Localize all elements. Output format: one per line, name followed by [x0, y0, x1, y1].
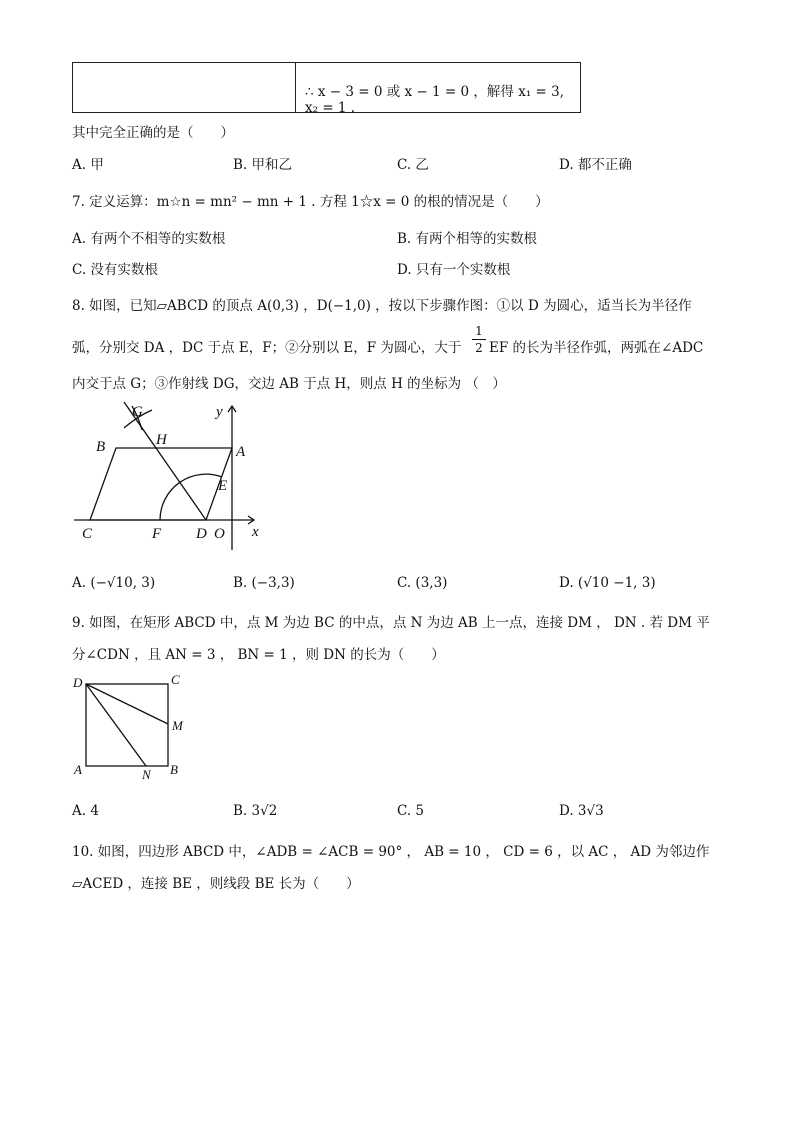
label-n: N [142, 767, 151, 782]
q9-option-c: C. 5 [397, 803, 425, 819]
q9-line2: 分∠CDN ，且 AN = 3 ， BN = 1 ，则 DN 的长为（ ） [72, 647, 445, 663]
label-f: F [152, 526, 162, 542]
q7-option-a: A. 有两个不相等的实数根 [72, 231, 226, 247]
label-b: B [170, 762, 178, 777]
segment-dn [86, 684, 146, 766]
q8-option-d: D. (√10 −1, 3) [559, 575, 656, 591]
q6-option-d: D. 都不正确 [559, 157, 632, 173]
fraction-numerator: 1 [475, 324, 483, 338]
label-y: y [216, 404, 223, 420]
q9-figure [70, 672, 200, 784]
q9-option-b: B. 3√2 [233, 803, 278, 819]
q9-line1: 9. 如图，在矩形 ABCD 中，点 M 为边 BC 的中点，点 N 为边 AB 上一点，连接 DM ， DN . 若 DM 平 [72, 615, 710, 631]
fraction-bar [472, 339, 486, 340]
label-d: D [73, 675, 83, 690]
q8-line2-b: EF 的长为半径作弧，两弧在∠ADC [489, 340, 704, 356]
segment-dm [86, 684, 168, 724]
q8-option-a: A. (−√10, 3) [72, 575, 156, 591]
q6-stem: 其中完全正确的是（ ） [72, 125, 234, 141]
q8-line2-a: 弧，分别交 DA ，DC 于点 E，F；②分别以 E，F 为圆心，大于 [72, 340, 462, 356]
table-right-cell: ∴ x − 3 = 0 或 x − 1 = 0 ，解得 x₁ = 3, x₂ = 1 . [305, 84, 565, 116]
q10-line2: ▱ACED ，连接 BE ，则线段 BE 长为（ ） [72, 876, 360, 892]
label-c: C [171, 672, 180, 687]
label-b: B [96, 439, 106, 455]
q6-option-a: A. 甲 [72, 157, 104, 173]
answer-table [72, 62, 581, 116]
q7-option-b: B. 有两个相等的实数根 [397, 231, 538, 247]
label-a: A [74, 762, 82, 777]
label-h: H [156, 432, 167, 448]
label-x: x [252, 524, 259, 540]
q8-option-b: B. (−3,3) [233, 575, 295, 591]
q8-fraction [472, 324, 486, 355]
q6-option-b: B. 甲和乙 [233, 157, 293, 173]
label-c: C [82, 526, 93, 542]
rectangle-abcd [86, 684, 168, 766]
q7-option-c: C. 没有实数根 [72, 262, 158, 278]
label-a: A [236, 444, 246, 460]
fraction-denominator: 2 [475, 341, 483, 355]
q8-line1: 8. 如图，已知▱ABCD 的顶点 A(0,3) ，D(−1,0) ，按以下步骤作图：①以 D 为圆心，适当长为半径作 [72, 298, 692, 314]
q8-option-c: C. (3,3) [397, 575, 448, 591]
label-m: M [172, 718, 183, 733]
label-d: D [196, 526, 207, 542]
q10-line1: 10. 如图，四边形 ABCD 中，∠ADB = ∠ACB = 90° ， AB = 10 ， CD = 6 ，以 AC ， AD 为邻边作 [72, 844, 710, 860]
label-e: E [218, 478, 228, 494]
table-divider [295, 63, 296, 112]
q7-option-d: D. 只有一个实数根 [397, 262, 511, 278]
q9-option-a: A. 4 [72, 803, 99, 819]
q9-option-d: D. 3√3 [559, 803, 604, 819]
q8-line3: 内交于点 G；③作射线 DG，交边 AB 于点 H，则点 H 的坐标为 （ ） [72, 376, 506, 392]
q7-stem: 7. 定义运算：m☆n = mn² − mn + 1 . 方程 1☆x = 0 的根的情况是（ ） [72, 194, 549, 210]
q6-option-c: C. 乙 [397, 157, 429, 173]
label-g: G [132, 404, 143, 420]
label-o: O [214, 526, 225, 542]
q8-figure [66, 398, 276, 556]
construction-arc [160, 474, 222, 520]
